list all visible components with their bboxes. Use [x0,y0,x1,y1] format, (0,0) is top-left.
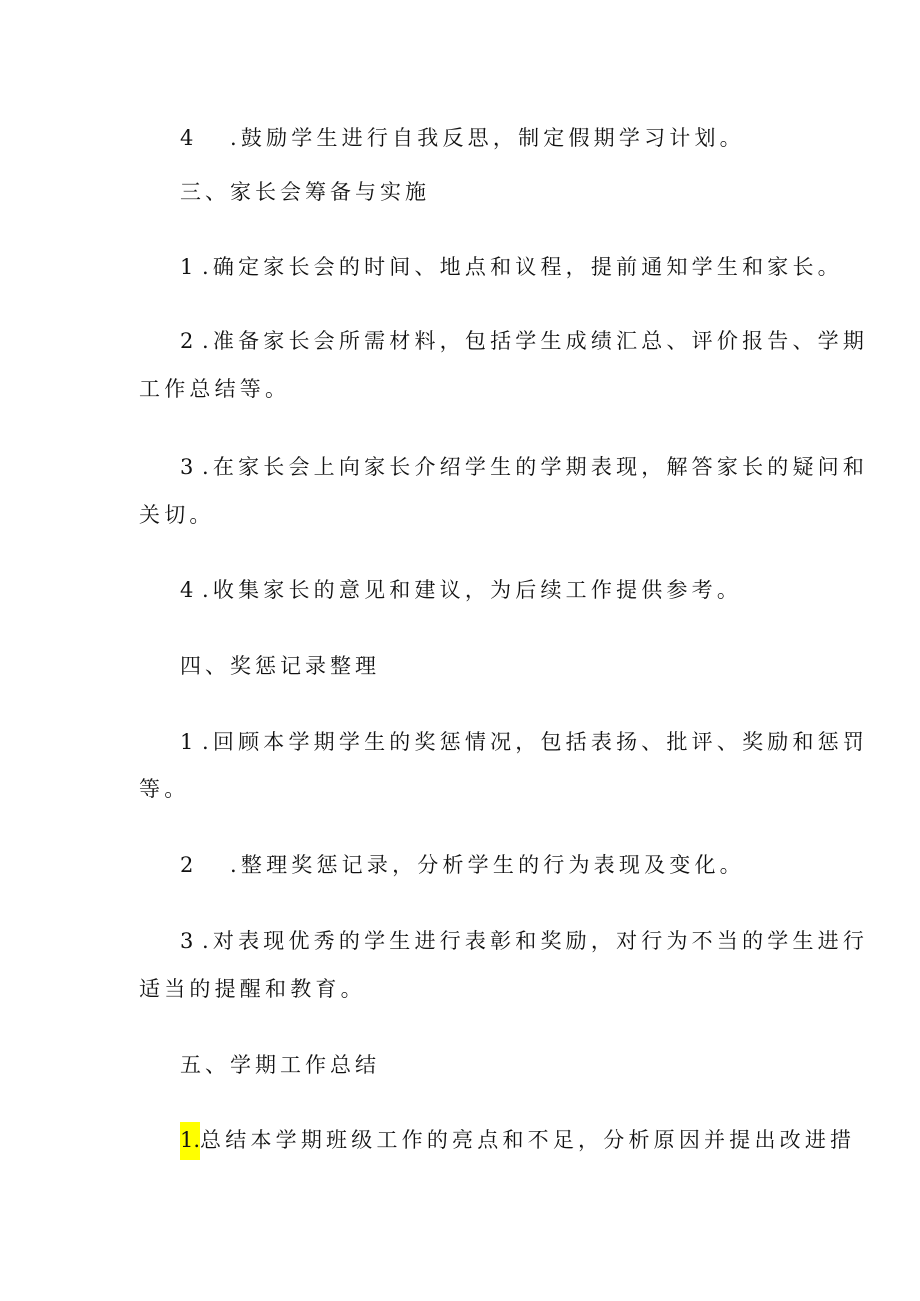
list-text: .回顾本学期学生的奖惩情况，包括表扬、批评、奖励和惩罚 [202,730,869,754]
list-text: .确定家长会的时间、地点和议程，提前通知学生和家长。 [202,255,843,279]
list-number: 2 [180,853,194,877]
list-item-1-continuation: 等。 [139,777,190,801]
list-text: .准备家长会所需材料，包括学生成绩汇总、评价报告、学期 [202,329,869,353]
list-item-1-review-rewards [180,728,868,756]
list-text: .整理奖惩记录，分析学生的行为表现及变化。 [230,853,745,877]
list-text: .在家长会上向家长介绍学生的学期表现，解答家长的疑问和 [202,455,869,479]
list-number: 2 [180,329,194,353]
list-item-3-commend-students [180,927,868,955]
section-heading-parent-meeting: 三、家长会筹备与实施 [180,180,430,204]
list-number: 3 [180,929,194,953]
list-item-4-reflection [180,124,745,152]
section-heading-semester-summary: 五、学期工作总结 [180,1053,380,1077]
list-item-2-organize-records [180,851,745,879]
list-text: .收集家长的意见和建议，为后续工作提供参考。 [202,578,743,602]
list-number: 3 [180,455,194,479]
list-item-2-continuation: 工作总结等。 [139,377,291,401]
highlighted-list-number: 1. [180,1122,200,1160]
list-item-2-prepare-materials [180,327,868,355]
list-item-1-schedule-meeting [180,253,843,281]
list-number: 4 [180,578,194,602]
list-item-4-collect-feedback [180,576,742,604]
list-text: 总结本学期班级工作的亮点和不足，分析原因并提出改进措 [200,1128,856,1152]
list-number: 4 [180,126,194,150]
list-item-3-continuation: 关切。 [139,503,215,527]
list-item-3-introduce-performance [180,453,868,481]
list-number: 1 [180,730,194,754]
list-item-1-summarize-work [180,1126,855,1160]
list-item-3-continuation: 适当的提醒和教育。 [139,977,366,1001]
list-text: .鼓励学生进行自我反思，制定假期学习计划。 [230,126,745,150]
list-text: .对表现优秀的学生进行表彰和奖励，对行为不当的学生进行 [202,929,869,953]
list-number: 1 [180,255,194,279]
section-heading-rewards-records: 四、奖惩记录整理 [180,654,380,678]
